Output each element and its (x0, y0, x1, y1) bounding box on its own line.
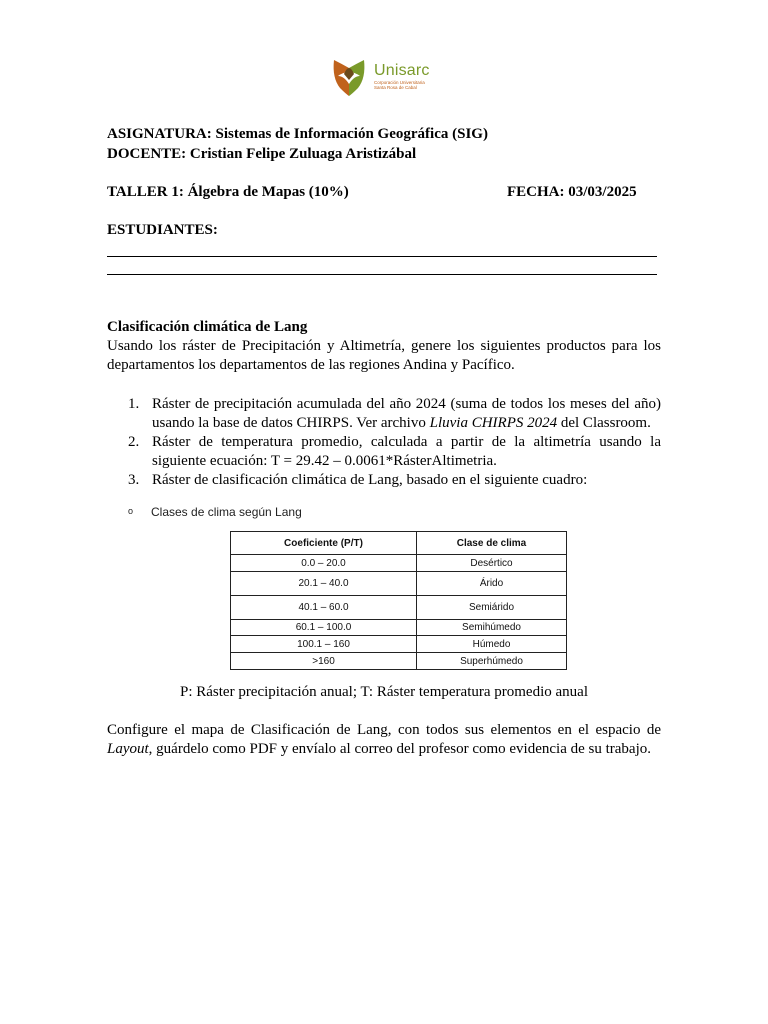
table-row (231, 636, 567, 653)
column-header: Coeficiente (P/T) (231, 532, 417, 555)
student-name-line-2 (107, 274, 657, 275)
table-cell: Desértico (417, 555, 567, 572)
table-cell: >160 (231, 653, 417, 670)
teacher-line: DOCENTE: Cristian Felipe Zuluaga Aristizábal (107, 146, 417, 162)
subject-line: ASIGNATURA: Sistemas de Información Geográfica (SIG) (107, 126, 488, 142)
table-row (231, 572, 567, 596)
section-intro: Usando los ráster de Precipitación y Altimetría, genere los siguientes productos para los departamentos los departamentos de las regiones Andina y Pacífico. (107, 338, 661, 373)
variables-note: P: Ráster precipitación anual; T: Ráster temperatura promedio anual (179, 684, 588, 700)
student-name-line-1 (107, 256, 657, 257)
workshop-title: TALLER 1: Álgebra de Mapas (10%) (107, 184, 349, 200)
table-cell: 20.1 – 40.0 (231, 572, 417, 596)
table-row (231, 653, 567, 670)
table-cell: 0.0 – 20.0 (231, 555, 417, 572)
logo-name: Unisarc (374, 62, 430, 79)
logo-subtitle-2: Santa Rosa de Cabal (374, 85, 417, 90)
date-line: FECHA: 03/03/2025 (507, 184, 637, 200)
table-cell: 40.1 – 60.0 (231, 596, 417, 620)
closing-paragraph: Configure el mapa de Clasificación de Lang, con todos sus elementos en el espacio de Layout, guárdelo como PDF y envíalo al correo del profesor como evidencia de su trabajo. (107, 722, 661, 757)
table-cell: Semihúmedo (417, 620, 567, 636)
column-header: Clase de clima (417, 532, 567, 555)
table-cell: Semiárido (417, 596, 567, 620)
list-item: 3. Ráster de clasificación climática de Lang, basado en el siguiente cuadro: (128, 472, 588, 488)
lang-climate-table (230, 531, 567, 670)
list-item: 2. Ráster de temperatura promedio, calculada a partir de la altimetría usando la siguiente ecuación: T = 29.42 – 0.0061*RásterAltimetria. (128, 434, 661, 469)
logo-subtitle: Corporación Universitaria (374, 80, 425, 85)
table-row (231, 555, 567, 572)
bullet-icon: o (128, 506, 134, 516)
table-caption: o Clases de clima según Lang (128, 505, 302, 519)
table-cell: Superhúmedo (417, 653, 567, 670)
task-list (107, 395, 661, 490)
bird-emblem-icon (330, 54, 368, 98)
list-item: 1. Ráster de precipitación acumulada del año 2024 (suma de todos los meses del año) usando la base de datos CHIRPS. Ver archivo Lluvia CHIRPS 2024 del Classroom. (128, 396, 661, 431)
unisarc-logo (330, 53, 440, 99)
table-cell: 100.1 – 160 (231, 636, 417, 653)
table-row (231, 596, 567, 620)
table-cell: Húmedo (417, 636, 567, 653)
table-cell: 60.1 – 100.0 (231, 620, 417, 636)
table-row (231, 620, 567, 636)
table-cell: Árido (417, 572, 567, 596)
table-header-row (231, 532, 567, 555)
section-title: Clasificación climática de Lang (107, 319, 308, 335)
students-label: ESTUDIANTES: (107, 222, 218, 238)
